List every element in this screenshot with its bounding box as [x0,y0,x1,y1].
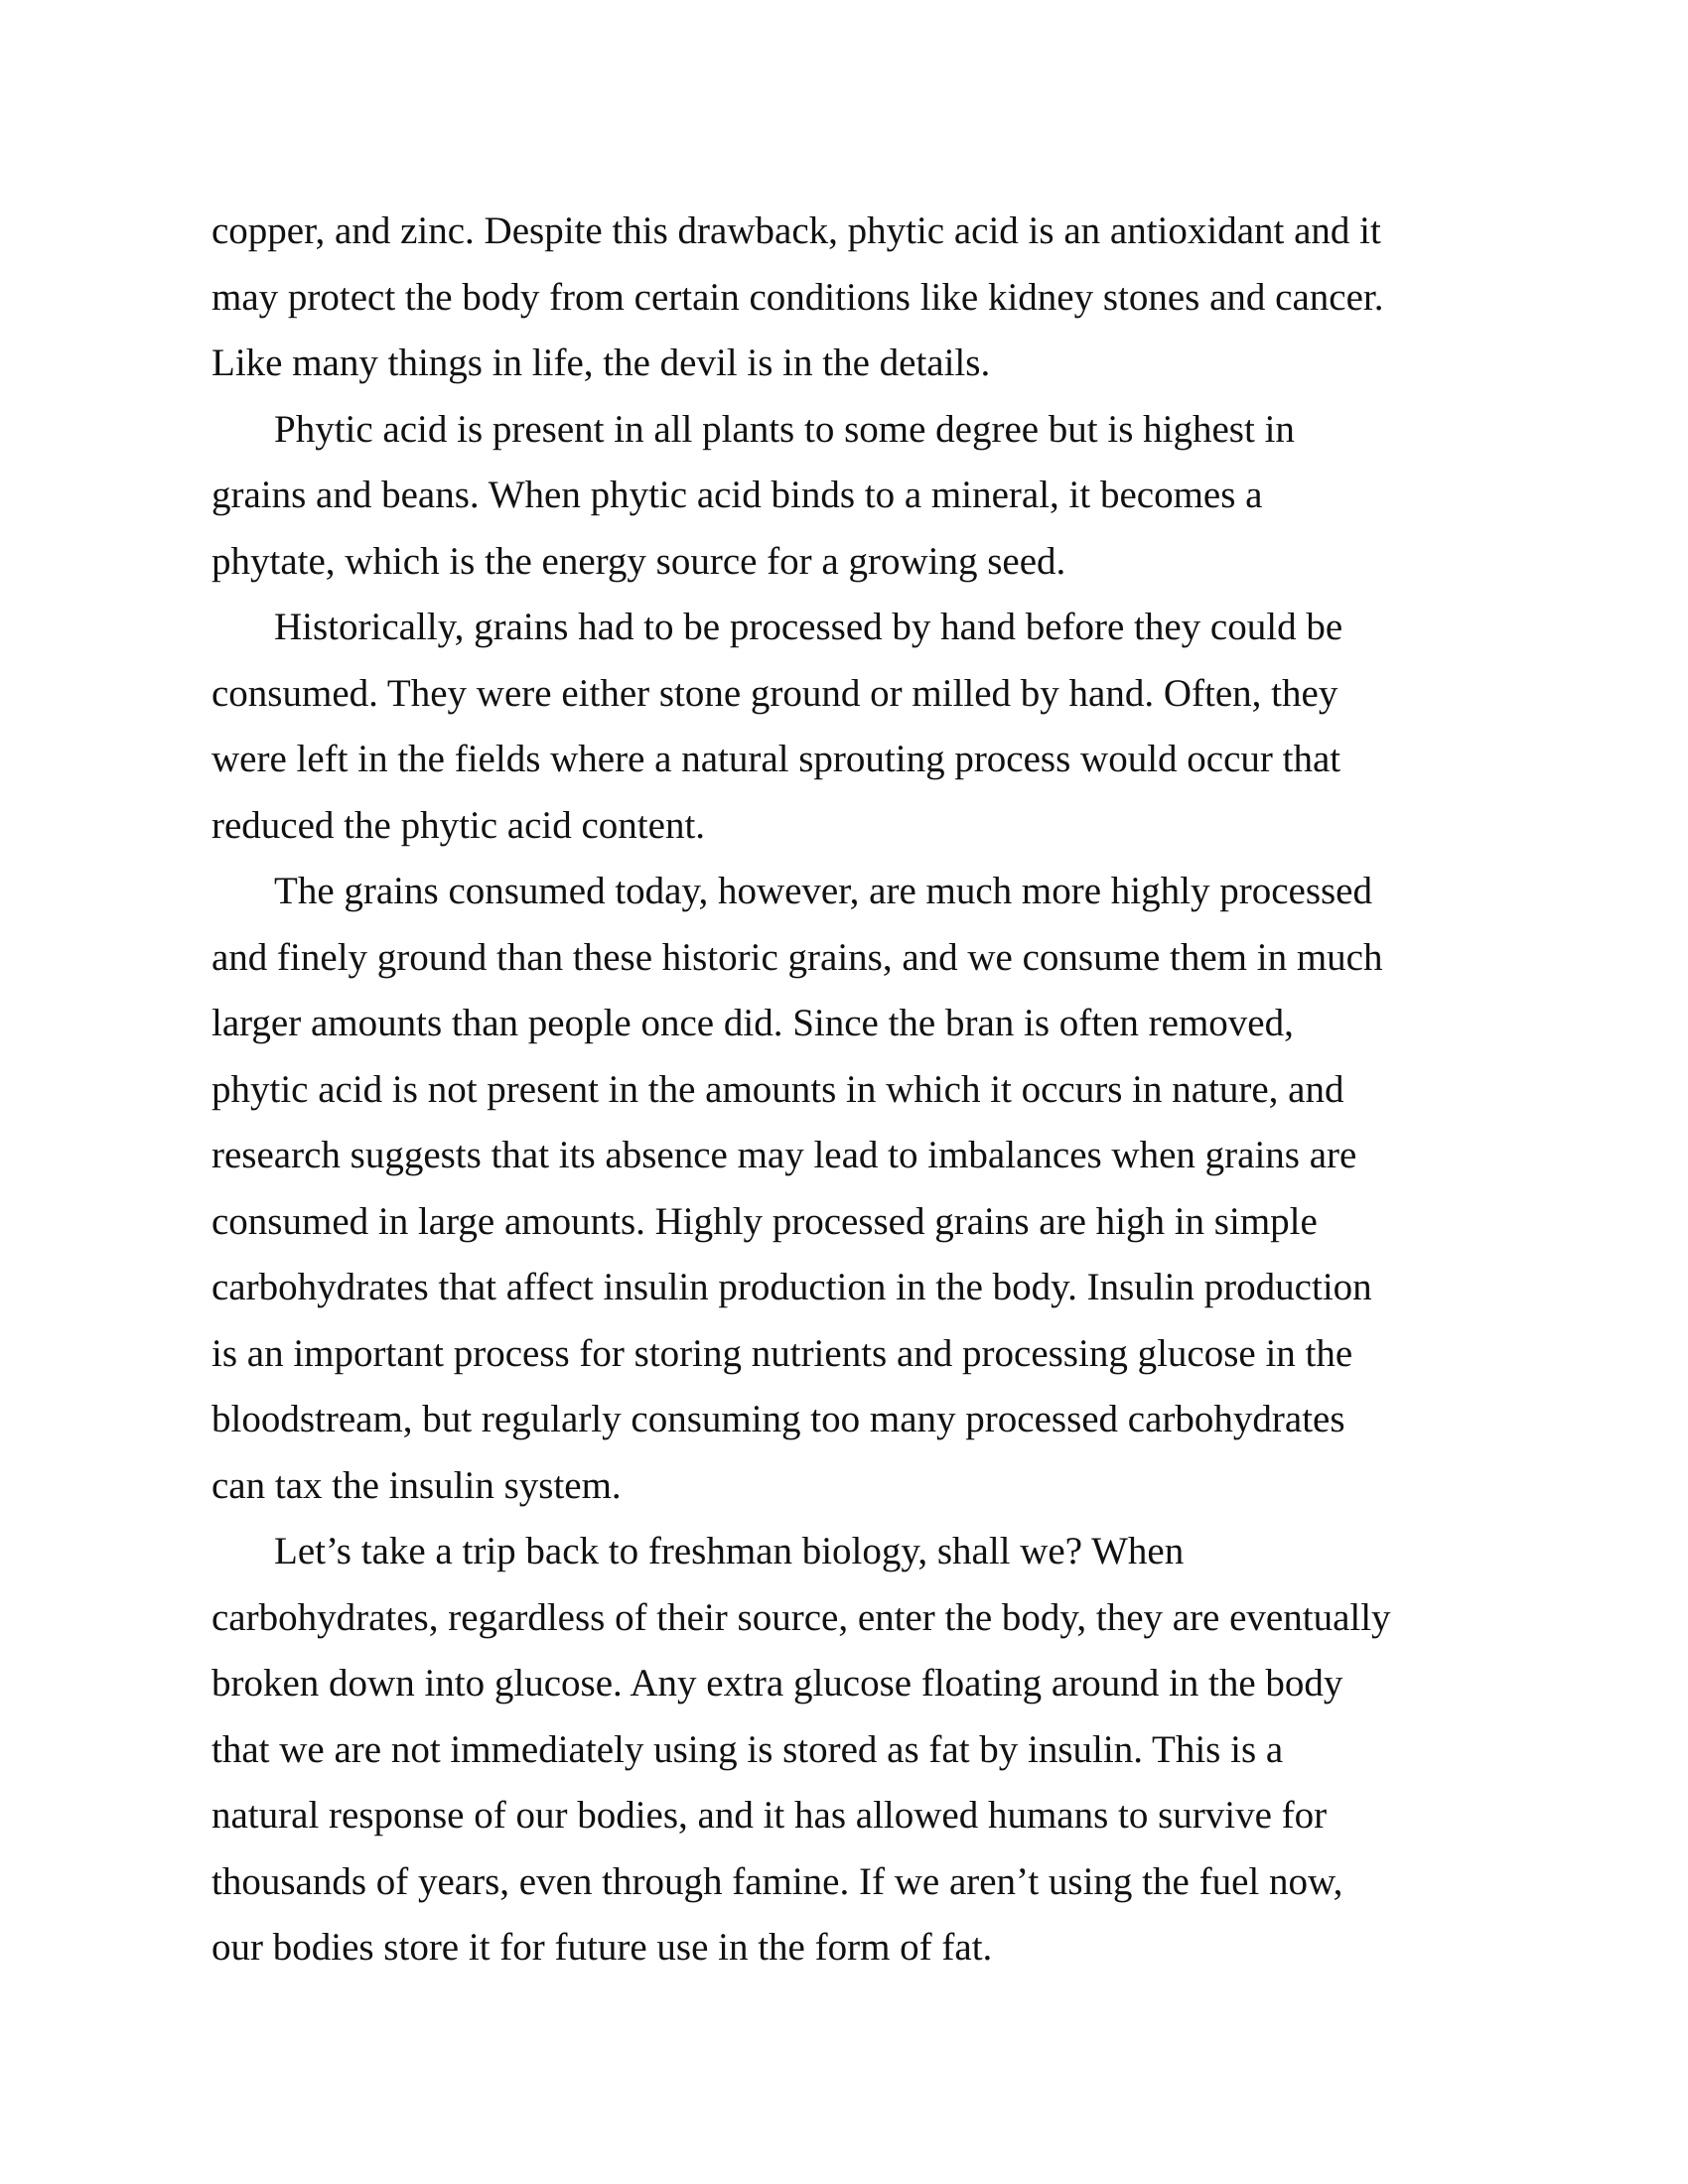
text-line: may protect the body from certain conditions like kidney stones and cancer. [211,275,1384,319]
text-line: grains and beans. When phytic acid binds to a mineral, it becomes a [211,474,1263,516]
text-line: reduced the phytic acid content. [211,803,706,847]
text-line: thousands of years, even through famine. If we aren’t using the fuel now, [211,1859,1343,1903]
text-line: and finely ground than these historic grains, and we consume them in much [211,935,1383,979]
text-line: our bodies store it for future use in the form of fat. [211,1926,993,1969]
text-line: consumed. They were either stone ground or milled by hand. Often, they [211,671,1338,715]
body-text [211,199,1482,1981]
text-line: natural response of our bodies, and it has allowed humans to survive for [211,1794,1328,1837]
text-line: were left in the fields where a natural sprouting process would occur that [211,738,1341,780]
text-line: copper, and zinc. Despite this drawback, phytic acid is an antioxidant and it [211,209,1381,252]
text-line: can tax the insulin system. [211,1463,622,1507]
text-line: larger amounts than people once did. Since the bran is often removed, [211,1002,1294,1044]
text-line: carbohydrates that affect insulin production in the body. Insulin production [211,1266,1372,1308]
paragraph-first-line: Historically, grains had to be processed by hand before they could be [274,606,1343,648]
text-line: phytic acid is not present in the amounts in which it occurs in nature, and [211,1067,1344,1111]
text-line: broken down into glucose. Any extra glucose floating around in the body [211,1662,1343,1705]
paragraph-first-line: Let’s take a trip back to freshman biology, shall we? When [274,1530,1185,1572]
text-line: consumed in large amounts. Highly processed grains are high in simple [211,1199,1318,1243]
paragraph-first-line: Phytic acid is present in all plants to some degree but is highest in [274,407,1295,451]
text-line: carbohydrates, regardless of their source, enter the body, they are eventually [211,1595,1391,1639]
paragraph-first-line: The grains consumed today, however, are much more highly processed [274,870,1372,912]
text-line: bloodstream, but regularly consuming too many processed carbohydrates [211,1398,1345,1440]
text-line: Like many things in life, the devil is in the details. [211,341,991,384]
text-line: is an important process for storing nutrients and processing glucose in the [211,1331,1353,1375]
text-line: phytate, which is the energy source for a growing seed. [211,539,1066,583]
text-line: research suggests that its absence may lead to imbalances when grains are [211,1134,1357,1176]
text-line: that we are not immediately using is stored as fat by insulin. This is a [211,1727,1284,1771]
